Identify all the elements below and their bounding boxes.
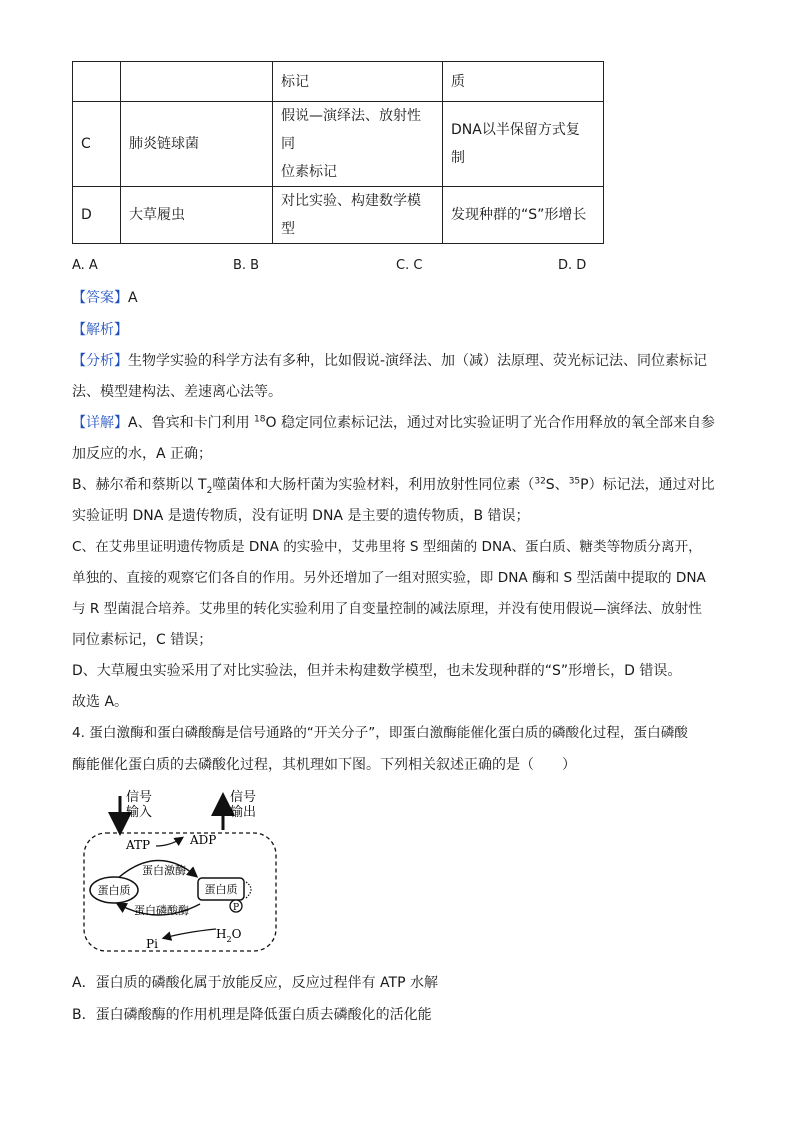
table-cell: C [73,102,121,187]
superscript: 32 [534,476,546,487]
xiangjie-line-2: 加反应的水，A 正确； [72,446,213,462]
option-d: D. D [558,258,587,273]
table-cell [73,62,121,102]
table-cell: 发现种群的“S”形增长 [443,187,604,244]
atp-label: ATP [126,838,151,852]
signal-input-label: 输入 [126,805,153,820]
table-cell: 质 [443,62,604,102]
cell-line: 假说—演绎法、放射性同 [281,108,421,152]
table-cell [443,102,604,187]
xiangjie-line-5: C、在艾弗里证明遗传物质是 DNA 的实验中，艾弗里将 S 型细菌的 DNA、蛋白质、糖类等物质分离开， [72,539,702,555]
phosphorylation-diagram [78,786,288,956]
cell-line: DNA以半保留方式复 [451,122,580,138]
table-cell [273,102,443,187]
fenxi-line-1 [72,351,707,371]
xiangjie-line-6: 单独的、直接的观察它们各自的作用。另外还增加了一组对照实验，即 DNA 酶和 S 型活菌中提取的 DNA [72,570,706,586]
xiangjie-line-4: 实验证明 DNA 是遗传物质，没有证明 DNA 是主要的遗传物质，B 错误； [72,508,530,524]
table-cell: 标记 [273,62,443,102]
active-site-icon [246,882,251,898]
fenxi-line-2: 法、模型建构法、差速离心法等。 [72,384,282,400]
fenxi-label: 【分析】 [72,353,128,369]
text-run: P）标记法，通过对比 [580,477,715,493]
phosphatase-label: 蛋白磷酸酶 [134,904,189,917]
table-cell: D [73,187,121,244]
signal-output-label: 信号 [230,790,257,805]
superscript: 35 [568,476,581,487]
xiangjie-line-1 [72,413,715,433]
h2o-h: H [216,927,227,941]
answer-line [72,288,138,308]
h2o-label [216,927,242,944]
table-cell: 大草履虫 [121,187,273,244]
hydrolysis-arrow [164,929,216,938]
text-run: 噬菌体和大肠杆菌为实验材料，利用放射性同位素（ [212,477,535,493]
answer-label: 【答案】 [72,290,128,306]
methods-table [72,61,604,244]
table-row [73,62,604,102]
question-4-line-1: 4. 蛋白激酶和蛋白磷酸酶是信号通路的“开关分子”，即蛋白激酶能催化蛋白质的磷酸化过程，蛋白磷酸 [72,725,688,741]
h2o-sub: 2 [226,935,232,944]
text-run: A、鲁宾和卡门利用 [128,415,255,431]
xiangjie-line-7: 与 R 型菌混合培养。艾弗里的转化实验利用了自变量控制的减法原理，并没有使用假说—演绎法、放射性 [72,601,702,617]
cell-line: 位素标记 [281,164,337,180]
pi-label: Pi [146,937,158,951]
signal-output-label: 输出 [230,805,257,820]
atp-adp-arrow [156,838,182,846]
table-row [73,102,604,187]
question-4-option-a: A．蛋白质的磷酸化属于放能反应，反应过程伴有 ATP 水解 [72,975,438,991]
xiangjie-label: 【详解】 [72,415,128,431]
answer-value: A [128,290,138,306]
table-cell: 对比实验、构建数学模型 [273,187,443,244]
xiangjie-line-10: 故选 A。 [72,694,129,710]
xiangjie-line-3 [72,475,715,495]
fenxi-text: 生物学实验的科学方法有多种，比如假说-演绎法、加（减）法原理、荧光标记法、同位素标记 [128,353,708,369]
superscript: 18 [254,414,266,425]
adp-label: ADP [190,833,217,847]
text-run: S、 [545,477,569,493]
text-run: O 稳定同位素标记法，通过对比实验证明了光合作用释放的氧全部来自参 [265,415,715,431]
option-b: B. B [233,258,260,273]
xiangjie-line-8: 同位素标记，C 错误； [72,632,213,648]
table-cell: 肺炎链球菌 [121,102,273,187]
phosphate-label: P [232,903,240,913]
signal-input-label: 信号 [126,790,153,805]
question-4-line-2: 酶能催化蛋白质的去磷酸化过程，其机理如下图。下列相关叙述正确的是（ ） [72,757,576,773]
text-run: B、赫尔希和蔡斯以 T [72,477,207,493]
xiangjie-line-9: D、大草履虫实验采用了对比实验法，但并未构建数学模型，也未发现种群的“S”形增长，D 错误。 [72,663,682,679]
table-row [73,187,604,244]
analysis-label: 【解析】 [72,322,128,338]
subscript: 2 [206,485,213,496]
question-4-option-b: B．蛋白磷酸酶的作用机理是降低蛋白质去磷酸化的活化能 [72,1007,432,1023]
table-cell [121,62,273,102]
h2o-o: O [231,927,242,941]
protein-label: 蛋白质 [204,883,238,896]
protein-label: 蛋白质 [97,884,131,897]
cell-line: 制 [451,150,465,166]
option-c: C. C [396,258,423,273]
kinase-label: 蛋白激酶 [142,864,186,877]
option-a: A. A [72,258,98,273]
